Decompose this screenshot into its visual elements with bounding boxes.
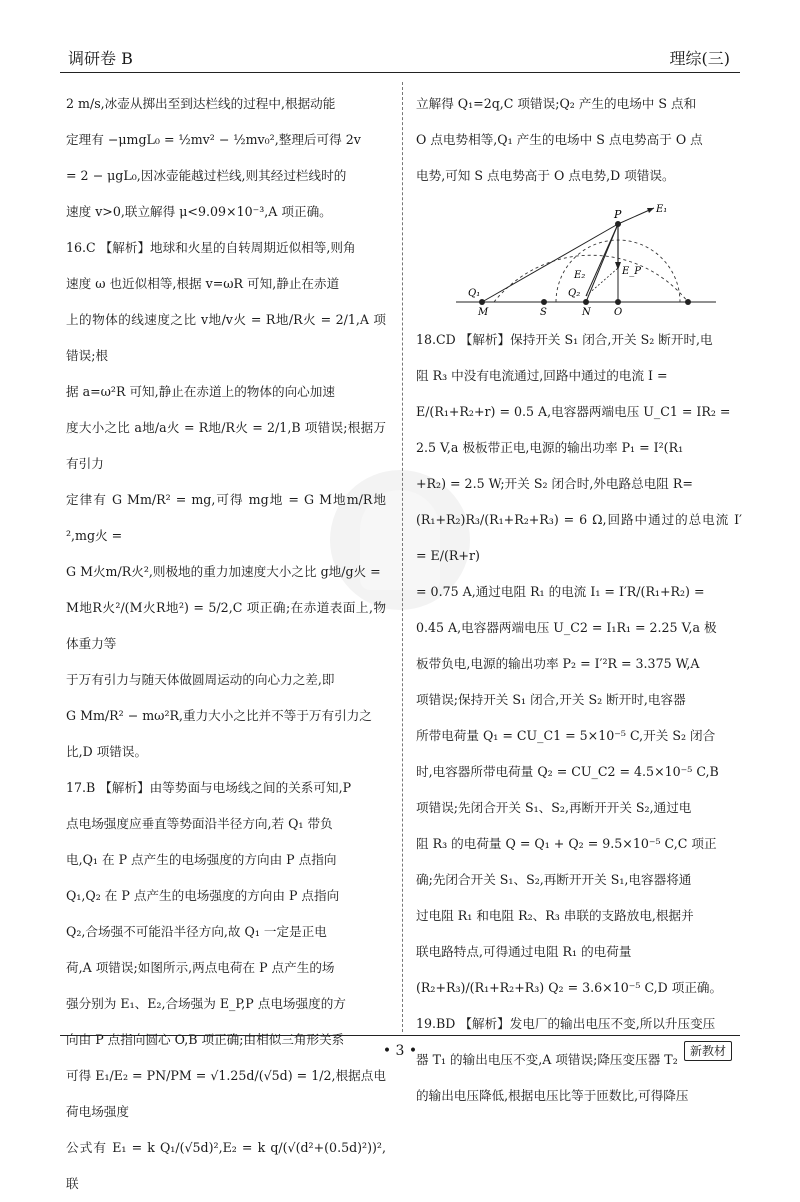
page-number: • 3 •	[382, 1043, 418, 1059]
text-line: 17.B 【解析】由等势面与电场线之间的关系可知,P	[66, 780, 352, 795]
text-line: 板带负电,电源的输出功率 P₂ = I′²R = 3.375 W,A	[416, 656, 700, 671]
text-line: 19.BD 【解析】发电厂的输出电压不变,所以升压变压	[416, 1016, 716, 1031]
label-P: P	[614, 208, 622, 221]
point-P	[615, 221, 621, 227]
text-line: 向由 P 点指向圆心 O,B 项正确;由相似三角形关系	[66, 1032, 345, 1047]
label-O: O	[614, 307, 623, 316]
line-Q1-P	[482, 224, 618, 302]
text-line: 定理有 −μmgL₀ = ½mv² − ½mv₀²,整理后可得 2v	[66, 132, 361, 147]
label-Q1: Q₁	[468, 288, 481, 299]
header-right: 理综(三)	[669, 49, 730, 68]
label-E2: E₂	[574, 270, 586, 281]
field-diagram-svg	[416, 198, 742, 316]
text-line: 2.5 V,a 极板带正电,电源的输出功率 P₁ = I²(R₁	[416, 440, 684, 455]
text-line: 电,Q₁ 在 P 点产生的电场强度的方向由 P 点指向	[66, 852, 337, 867]
text-line: 速度 ω 也近似相等,根据 v=ωR 可知,静止在赤道	[66, 276, 340, 291]
label-EP: E_P	[622, 266, 642, 277]
text-line: Q₁,Q₂ 在 P 点产生的电场强度的方向由 P 点指向	[66, 888, 340, 903]
field-diagram	[416, 198, 742, 316]
text-line: 项错误;保持开关 S₁ 闭合,开关 S₂ 断开时,电容器	[416, 692, 686, 707]
right-column	[416, 86, 742, 1114]
text-line: 器 T₁ 的输出电压不变,A 项错误;降压变压器 T₂	[416, 1052, 678, 1067]
header-left: 调研卷 B	[68, 49, 133, 68]
text-line: 公式有 E₁ = k Q₁/(√5d)²,E₂ = k q/(√(d²+(0.5d)²))²,联	[66, 1140, 386, 1191]
text-line: (R₂+R₃)/(R₁+R₂+R₃) Q₂ = 3.6×10⁻⁵ C,D 项正确。	[416, 980, 723, 995]
text-line: 点电场强度应垂直等势面沿半径方向,若 Q₁ 带负	[66, 816, 333, 831]
text-line: Q₂,合场强不可能沿半径方向,故 Q₁ 一定是正电	[66, 924, 327, 939]
point-end	[685, 299, 691, 305]
text-line: E/(R₁+R₂+r) = 0.5 A,电容器两端电压 U_C1 = IR₂ =	[416, 404, 731, 419]
label-M: M	[478, 307, 489, 316]
text-line: 度大小之比 a地/a火 = R地/R火 = 2/1,B 项错误;根据万有引力	[66, 420, 386, 471]
EP-arrow-icon	[615, 262, 621, 270]
text-line: 18.CD 【解析】保持开关 S₁ 闭合,开关 S₂ 断开时,电	[416, 332, 713, 347]
label-Q2: Q₂	[568, 288, 581, 299]
point-O	[615, 299, 621, 305]
text-line: 上的物体的线速度之比 v地/v火 = R地/R火 = 2/1,A 项错误;根	[66, 312, 386, 363]
column-divider	[402, 82, 403, 1032]
text-line: G Mm/R² − mω²R,重力大小之比并不等于万有引力之	[66, 708, 372, 723]
text-line: (R₁+R₂)R₃/(R₁+R₂+R₃) = 6 Ω,回路中通过的总电流 I′ = E/(R+r)	[416, 512, 742, 563]
text-line: 项错误;先闭合开关 S₁、S₂,再断开开关 S₂,通过电	[416, 800, 692, 815]
text-line: G M火m/R火²,则极地的重力加速度大小之比 g地/g火 =	[66, 564, 381, 579]
text-line: +R₂) = 2.5 W;开关 S₂ 闭合时,外电路总电阻 R=	[416, 476, 693, 491]
text-line: = 2 − μgL₀,因冰壶能越过栏线,则其经过栏线时的	[66, 168, 347, 183]
header-rule	[60, 72, 740, 73]
text-line: 阻 R₃ 的电荷量 Q = Q₁ + Q₂ = 9.5×10⁻⁵ C,C 项正	[416, 836, 717, 851]
footer-rule	[60, 1035, 740, 1036]
text-line: 确;先闭合开关 S₁、S₂,再断开开关 S₁,电容器将通	[416, 872, 692, 887]
text-line: 速度 v>0,联立解得 μ<9.09×10⁻³,A 项正确。	[66, 204, 332, 219]
parallelogram-edge	[586, 268, 618, 296]
text-line: = 0.75 A,通过电阻 R₁ 的电流 I₁ = I′R/(R₁+R₂) =	[416, 584, 705, 599]
label-E1: E₁	[656, 204, 668, 215]
text-line: 定律有 G Mm/R² = mg,可得 mg地 = G M地m/R地²,mg火 =	[66, 492, 386, 543]
text-line: 时,电容器所带电荷量 Q₂ = CU_C2 = 4.5×10⁻⁵ C,B	[416, 764, 719, 779]
text-line: 联电路特点,可得通过电阻 R₁ 的电荷量	[416, 944, 632, 959]
E2-vector	[586, 224, 618, 296]
text-line: 强分别为 E₁、E₂,合场强为 E_P,P 点电场强度的方	[66, 996, 346, 1011]
text-line: 16.C 【解析】地球和火星的自转周期近似相等,则角	[66, 240, 356, 255]
text-line: 所带电荷量 Q₁ = CU_C1 = 5×10⁻⁵ C,开关 S₂ 闭合	[416, 728, 716, 743]
text-line: 过电阻 R₁ 和电阻 R₂、R₃ 串联的支路放电,根据并	[416, 908, 694, 923]
text-line: 荷,A 项错误;如图所示,两点电荷在 P 点产生的场	[66, 960, 335, 975]
point-M	[479, 299, 485, 305]
text-line: 的输出电压降低,根据电压比等于匝数比,可得降压	[416, 1088, 689, 1103]
text-line: 阻 R₃ 中没有电流通过,回路中通过的电流 I =	[416, 368, 668, 383]
text-line: M地R火²/(M火R地²) = 5/2,C 项正确;在赤道表面上,物体重力等	[66, 600, 386, 651]
point-S	[541, 299, 547, 305]
text-line: 比,D 项错误。	[66, 744, 148, 759]
text-line: 电势,可知 S 点电势高于 O 点电势,D 项错误。	[416, 168, 675, 183]
point-N	[583, 299, 589, 305]
E1-arrow-icon	[647, 208, 654, 213]
text-line: 据 a=ω²R 可知,静止在赤道上的物体的向心加速	[66, 384, 335, 399]
text-line: 于万有引力与随天体做圆周运动的向心力之差,即	[66, 672, 335, 687]
text-line: 0.45 A,电容器两端电压 U_C2 = I₁R₁ = 2.25 V,a 极	[416, 620, 717, 635]
text-line: O 点电势相等,Q₁ 产生的电场中 S 点电势高于 O 点	[416, 132, 703, 147]
label-N: N	[582, 307, 591, 316]
edition-badge: 新教材	[684, 1041, 732, 1061]
text-line: 可得 E₁/E₂ = PN/PM = √1.25d/(√5d) = 1/2,根据点电荷电场强度	[66, 1068, 386, 1119]
text-line: 2 m/s,冰壶从掷出至到达栏线的过程中,根据动能	[66, 96, 336, 111]
text-line: 立解得 Q₁=2q,C 项错误;Q₂ 产生的电场中 S 点和	[416, 96, 697, 111]
label-S: S	[540, 307, 547, 316]
